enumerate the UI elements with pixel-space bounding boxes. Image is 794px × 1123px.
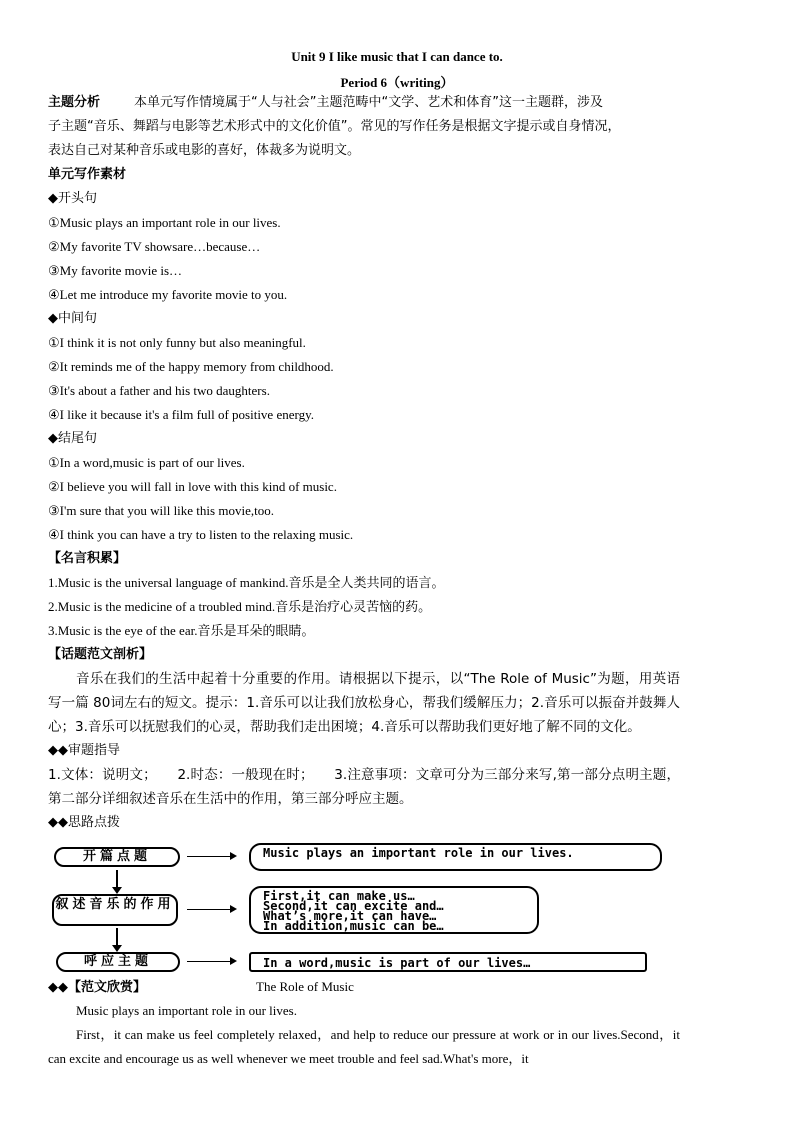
opening-item: ①Music plays an important role in our lives. <box>48 215 281 230</box>
middle-item: ①I think it is not only funny but also meaningful. <box>48 335 306 350</box>
unit-title: Unit 9 I like music that I can dance to. <box>291 49 503 64</box>
outline-box-ending: In a word,music is part of our lives… <box>249 952 647 972</box>
essay-paragraph-1: Music plays an important role in our lives. <box>76 1003 297 1018</box>
opening-heading: ◆开头句 <box>48 191 97 206</box>
arrow-right <box>187 856 231 857</box>
outline-step-body: 叙述音乐的作用 <box>52 894 178 926</box>
outline-step-ending: 呼应主题 <box>56 952 180 972</box>
theme-label: 主题分析 <box>48 95 101 110</box>
guide-heading: ◆◆审题指导 <box>48 743 120 758</box>
quote-item: 2.Music is the medicine of a troubled mind.音乐是治疗心灵苦恼的药。 <box>48 599 432 614</box>
outline-body-line: First,it can make us… <box>263 889 415 903</box>
arrow-down <box>116 870 118 888</box>
theme-line-1 <box>48 95 603 111</box>
middle-item: ②It reminds me of the happy memory from childhood. <box>48 359 334 374</box>
analysis-heading: 【话题范文剖析】 <box>48 647 153 662</box>
arrow-right <box>187 909 231 910</box>
ending-item: ④I think you can have a try to listen to the relaxing music. <box>48 527 354 542</box>
period-title: Period 6（writing） <box>340 75 454 90</box>
opening-item: ④Let me introduce my favorite movie to you. <box>48 287 288 302</box>
guide-text: 1.文体：说明文； 2.时态：一般现在时； 3.注意事项：文章可分为三部分来写,第一部分点明主题，第二部分详细叙述音乐在生活中的作用，第三部分呼应主题。 <box>48 767 680 807</box>
middle-heading: ◆中间句 <box>48 311 97 326</box>
essay-heading: ◆◆【范文欣赏】 <box>48 980 146 995</box>
outline-body-line: In addition,music can be… <box>263 919 444 933</box>
arrow-down <box>116 928 118 946</box>
quotes-heading: 【名言积累】 <box>48 551 127 566</box>
middle-item: ④I like it because it's a film full of positive energy. <box>48 407 314 422</box>
opening-item: ②My favorite TV showsare…because… <box>48 239 261 254</box>
theme-line-3: 表达自己对某种音乐或电影的喜好，体裁多为说明文。 <box>48 143 361 158</box>
essay-heading-row <box>48 979 354 996</box>
theme-text-1: 本单元写作情境属于“人与社会”主题范畴中“文学、艺术和体育”这一主题群，涉及 <box>134 95 603 110</box>
outline-box-body <box>249 886 539 934</box>
ending-item: ③I'm sure that you will like this movie,too. <box>48 503 274 518</box>
quote-item: 1.Music is the universal language of mankind.音乐是全人类共同的语言。 <box>48 575 445 590</box>
outline-body-line: What’s more,it can have… <box>263 909 437 923</box>
outline-body-line: Second,it can excite and… <box>263 899 444 913</box>
opening-item: ③My favorite movie is… <box>48 263 183 278</box>
essay-paragraph-2: First，it can make us feel completely relaxed，and help to reduce our pressure at work or in our lives.Second，it can excite and encourage us as well whenever we meet trouble and feel sad.What's more，it <box>48 1027 680 1066</box>
outline-heading: ◆◆思路点拨 <box>48 815 120 830</box>
ending-heading: ◆结尾句 <box>48 431 97 446</box>
materials-heading: 单元写作素材 <box>48 167 127 182</box>
ending-item: ②I believe you will fall in love with this kind of music. <box>48 479 337 494</box>
theme-line-2: 子主题“音乐、舞蹈与电影等艺术形式中的文化价值”。常见的写作任务是根据文字提示或自身情况， <box>48 119 621 134</box>
outline-box-intro: Music plays an important role in our lives. <box>249 843 662 871</box>
writing-prompt: 音乐在我们的生活中起着十分重要的作用。请根据以下提示，以“The Role of Music”为题，用英语写一篇 80词左右的短文。提示：1.音乐可以让我们放松身心，帮我们缓解压力；2.音乐可以振奋并鼓舞人心；3.音乐可以抚慰我们的心灵，帮助我们走出困境；4.音乐可以帮助我们更好地了解不同的文化。 <box>48 671 680 735</box>
essay-title: The Role of Music <box>256 979 354 994</box>
arrow-right <box>187 961 231 962</box>
middle-item: ③It's about a father and his two daughters. <box>48 383 270 398</box>
outline-step-intro: 开篇点题 <box>54 847 180 867</box>
ending-item: ①In a word,music is part of our lives. <box>48 455 245 470</box>
quote-item: 3.Music is the eye of the ear.音乐是耳朵的眼睛。 <box>48 623 315 638</box>
